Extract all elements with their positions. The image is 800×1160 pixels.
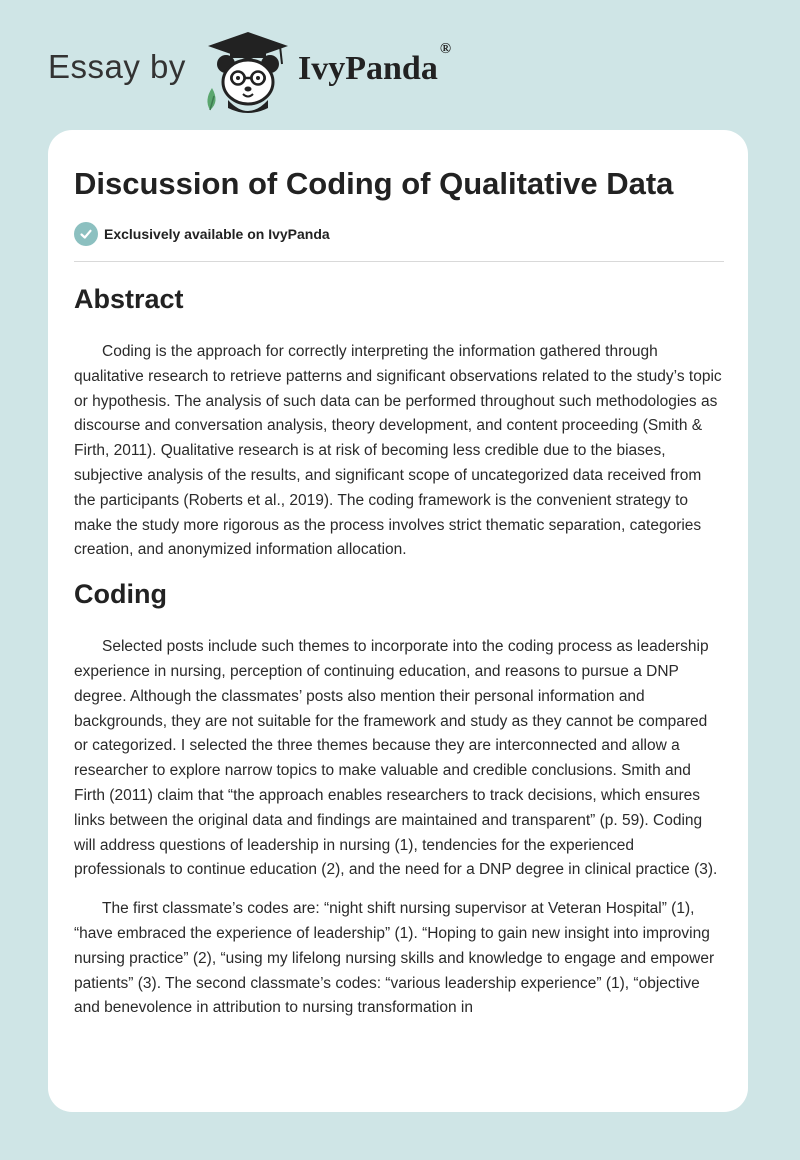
exclusive-badge (74, 222, 330, 246)
panda-logo-icon[interactable] (200, 30, 296, 116)
section-heading: Abstract (74, 284, 184, 314)
exclusive-label: Exclusively available on IvyPanda (104, 226, 330, 242)
section-abstract (74, 282, 724, 563)
page-title: Discussion of Coding of Qualitative Data (74, 166, 674, 201)
checkmark-icon (74, 222, 98, 246)
paragraph: Selected posts include such themes to incorporate into the coding process as leadership experience in nursing, perception of continuing education, and reasons to pursue a DNP degree. Although the classmates’ posts also mention their personal information and backgrounds, they are not suitable for the framework and study as they cannot be compared or categorized. I selected the three themes because they are interconnected and allow a researcher to explore narrow topics to make valuable and credible conclusions. Smith and Firth (2011) claim that “the approach enables researchers to track decisions, which ensures links between the original data and findings are maintained and transparent” (p. 59). Coding will address questions of leadership in nursing (1), tendencies for the experienced professionals to continue education (2), and the need for a DNP degree in clinical practice (3). (74, 638, 718, 879)
brand-prefix: Essay by (48, 48, 186, 85)
brand-name[interactable]: IvyPanda® (298, 40, 452, 87)
section-coding (74, 577, 724, 1021)
article-body (74, 282, 724, 1035)
divider (74, 261, 724, 262)
paragraph: The first classmate’s codes are: “night shift nursing supervisor at Veteran Hospital” (1), “have embraced the experience of leadership” (1). “Hoping to gain new insight into improving nursing practice” (2), “using my lifelong nursing skills and knowledge to engage and empower patients” (3). The second classmate’s codes: “various leadership experience” (1), “objective and benevolence in attribution to nursing transformation in (74, 900, 715, 1017)
section-heading: Coding (74, 579, 167, 610)
article-card (48, 130, 748, 1112)
paragraph: Coding is the approach for correctly interpreting the information gathered through qualitative research to retrieve patterns and significant observations related to the study’s topic or hypothesis. The analysis of such data can be performed throughout such methodologies as discourse and conversation analysis, theory development, and content proceeding (Smith & Firth, 2011). Qualitative research is at risk of becoming less credible due to the biases, subjective analysis of the results, and significant scope of uncategorized data received from the participants (Roberts et al., 2019). The coding framework is the convenient strategy to make the study more rigorous as the process involves strict thematic separation, categories creation, and anonymized information allocation. (74, 343, 722, 559)
registered-mark: ® (439, 40, 452, 57)
site-header (48, 28, 508, 118)
